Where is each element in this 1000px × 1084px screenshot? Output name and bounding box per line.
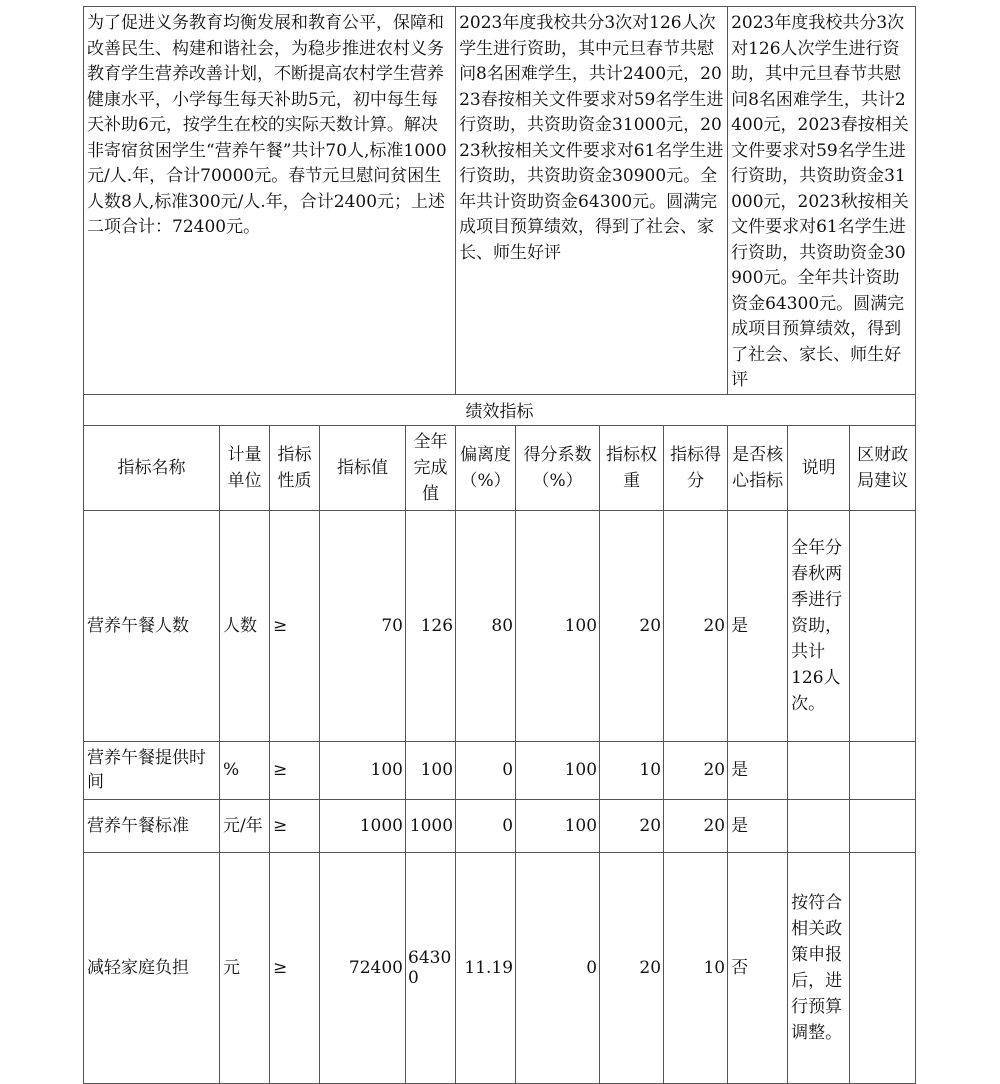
header-note: 说明 [788,425,850,510]
indicator-weight: 20 [600,852,664,1083]
indicator-deviation: 11.19 [456,852,516,1083]
indicator-score: 10 [664,852,728,1083]
indicator-name: 营养午餐提供时间 [84,741,220,799]
header-deviation: 偏离度（%） [456,425,516,510]
review-description-cell [728,7,916,395]
indicator-name: 减轻家庭负担 [84,852,220,1083]
header-target: 指标值 [320,425,406,510]
indicator-nature: ≥ [270,799,320,852]
indicator-target: 100 [320,741,406,799]
indicator-note: 按符合相关政策申报后，进行预算调整。 [788,852,850,1083]
description-row [84,7,916,395]
header-weight: 指标权重 [600,425,664,510]
indicator-score: 20 [664,799,728,852]
indicator-advice [850,799,916,852]
header-nature: 指标性质 [270,425,320,510]
table-row [84,741,916,799]
header-row [84,425,916,510]
indicator-weight: 10 [600,741,664,799]
indicator-deviation: 0 [456,741,516,799]
indicator-unit: 元 [220,852,270,1083]
indicator-weight: 20 [600,510,664,741]
indicator-coefficient: 0 [516,852,600,1083]
indicator-advice [850,852,916,1083]
indicator-deviation: 80 [456,510,516,741]
indicator-core: 否 [728,852,788,1083]
indicator-nature: ≥ [270,741,320,799]
completion-description-cell [456,7,728,395]
indicator-unit: 人数 [220,510,270,741]
performance-table [83,6,916,1084]
indicator-unit: % [220,741,270,799]
indicator-name: 营养午餐标准 [84,799,220,852]
header-score: 指标得分 [664,425,728,510]
indicator-nature: ≥ [270,852,320,1083]
indicator-advice [850,741,916,799]
indicator-note [788,799,850,852]
indicator-actual: 100 [406,741,456,799]
section-title: 绩效指标 [84,394,916,425]
indicator-core: 是 [728,799,788,852]
indicator-nature: ≥ [270,510,320,741]
indicator-actual: 64300 [406,852,456,1083]
indicator-deviation: 0 [456,799,516,852]
performance-report-page [83,6,915,1084]
table-row [84,852,916,1083]
indicator-target: 1000 [320,799,406,852]
indicator-advice [850,510,916,741]
header-actual: 全年完成值 [406,425,456,510]
header-indicator-name: 指标名称 [84,425,220,510]
goal-description-cell [84,7,456,395]
indicator-coefficient: 100 [516,741,600,799]
table-row [84,510,916,741]
indicator-core: 是 [728,741,788,799]
indicator-coefficient: 100 [516,799,600,852]
header-coefficient: 得分系数（%） [516,425,600,510]
indicator-name: 营养午餐人数 [84,510,220,741]
indicator-unit: 元/年 [220,799,270,852]
indicator-actual: 1000 [406,799,456,852]
table-row [84,799,916,852]
indicator-score: 20 [664,741,728,799]
indicator-note: 全年分春秋两季进行资助，共计126人次。 [788,510,850,741]
goal-description-text: 为了促进义务教育均衡发展和教育公平，保障和改善民生、构建和谐社会，为稳步推进农村义务教育学生营养改善计划，不断提高农村学生营养健康水平，小学每生每天补助5元，初中每生每天补助6元，按学生在校的实际天数计算。解决非寄宿贫困学生“营养午餐”共计70人,标准1000元/人.年，合计70000元。春节元旦慰问贫困生人数8人,标准300元/人.年，合计2400元；上述二项合计：72400元。 [87,13,447,237]
header-core: 是否核心指标 [728,425,788,510]
header-advice: 区财政局建议 [850,425,916,510]
section-title-row [84,394,916,425]
indicator-core: 是 [728,510,788,741]
indicator-coefficient: 100 [516,510,600,741]
header-unit: 计量单位 [220,425,270,510]
indicator-score: 20 [664,510,728,741]
indicator-note [788,741,850,799]
review-description-text: 2023年度我校共分3次对126人次学生进行资助，其中元旦春节共慰问8名困难学生，共计2400元，2023春按相关文件要求对59名学生进行资助，共资助资金31000元，2023秋按相关文件要求对61名学生进行资助，共资助资金30900元。全年共计资助资金64300元。圆满完成项目预算绩效，得到了社会、家长、师生好评 [731,13,909,390]
indicator-weight: 20 [600,799,664,852]
indicator-actual: 126 [406,510,456,741]
indicator-target: 72400 [320,852,406,1083]
completion-description-text: 2023年度我校共分3次对126人次学生进行资助，其中元旦春节共慰问8名困难学生，共计2400元，2023春按相关文件要求对59名学生进行资助，共资助资金31000元，2023秋按相关文件要求对61名学生进行资助，共资助资金30900元。全年共计资助资金64300元。圆满完成项目预算绩效，得到了社会、家长、师生好评 [459,13,724,263]
indicator-target: 70 [320,510,406,741]
